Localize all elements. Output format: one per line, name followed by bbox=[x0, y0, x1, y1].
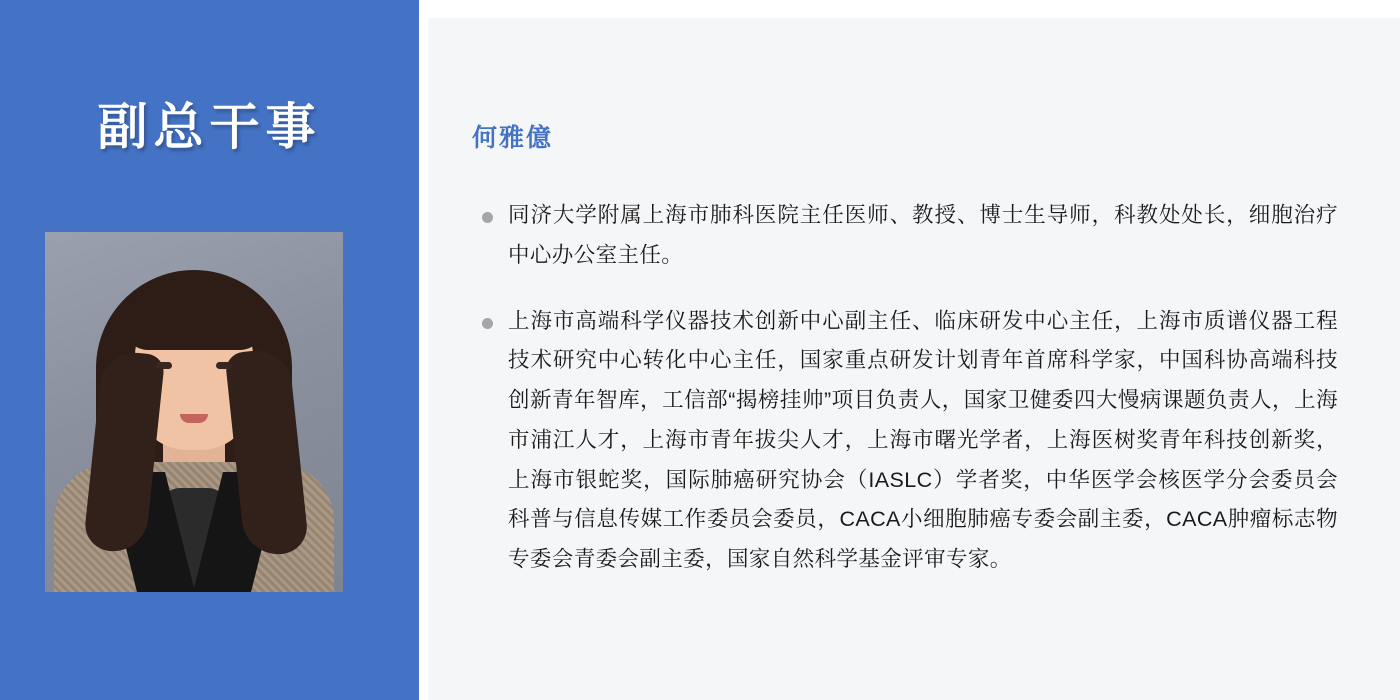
list-item bbox=[472, 196, 1338, 276]
eye-right bbox=[216, 362, 232, 369]
list-item-text: 上海市高端科学仪器技术创新中心副主任、临床研发中心主任，上海市质谱仪器工程技术研究中心转化中心主任，国家重点研发计划青年首席科学家，中国科协高端科技创新青年智库，工信部“揭榜挂帅”项目负责人，国家卫健委四大慢病课题负责人，上海市浦江人才，上海市青年拔尖人才，上海市曙光学者，上海医树奖青年科技创新奖，上海市银蛇奖，国际肺癌研究协会（IASLC）学者奖，中华医学会核医学分会委员会科普与信息传媒工作委员会委员，CACA小细胞肺癌专委会副主委，CACA肿瘤标志物专委会青委会副主委，国家自然科学基金评审专家。 bbox=[508, 308, 1338, 572]
bio-content-panel bbox=[428, 18, 1400, 700]
left-blue-panel bbox=[0, 0, 419, 700]
panel-divider bbox=[419, 0, 428, 700]
role-title: 副总干事 bbox=[97, 99, 322, 155]
bullet-dot-icon bbox=[482, 318, 493, 329]
eye-left bbox=[156, 362, 172, 369]
portrait-frame bbox=[45, 232, 343, 592]
person-name: 何雅億 bbox=[472, 124, 554, 152]
bullet-dot-icon bbox=[482, 212, 493, 223]
list-item-text: 同济大学附属上海市肺科医院主任医师、教授、博士生导师，科教处处长，细胞治疗中心办公室主任。 bbox=[508, 203, 1338, 267]
list-item bbox=[472, 302, 1338, 580]
portrait-photo bbox=[45, 232, 343, 592]
bio-bullet-list bbox=[472, 196, 1338, 580]
hair-fringe-shape bbox=[124, 284, 264, 350]
